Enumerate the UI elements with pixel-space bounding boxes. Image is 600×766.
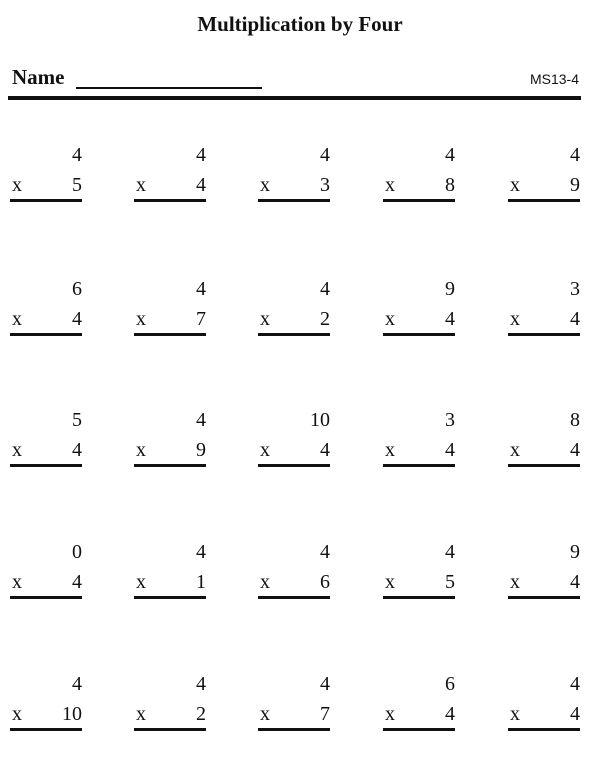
times-sign: x <box>510 703 520 725</box>
multiplier: 4 <box>320 439 330 461</box>
answer-line <box>134 464 206 467</box>
multiplier: 4 <box>72 308 82 330</box>
problem-r3-c5 <box>508 409 580 473</box>
times-sign: x <box>260 174 270 196</box>
problem-r5-c2 <box>134 673 206 737</box>
problem-r4-c1 <box>10 541 82 605</box>
times-sign: x <box>260 571 270 593</box>
times-sign: x <box>385 174 395 196</box>
times-sign: x <box>136 308 146 330</box>
multiplicand: 0 <box>72 541 82 563</box>
multiplicand: 4 <box>196 541 206 563</box>
multiplicand: 4 <box>320 673 330 695</box>
times-sign: x <box>136 174 146 196</box>
multiplier: 3 <box>320 174 330 196</box>
times-sign: x <box>510 308 520 330</box>
times-sign: x <box>260 439 270 461</box>
multiplicand: 9 <box>570 541 580 563</box>
problem-r1-c5 <box>508 144 580 208</box>
problem-r5-c4 <box>383 673 455 737</box>
times-sign: x <box>136 571 146 593</box>
problem-r3-c3 <box>258 409 330 473</box>
problem-r3-c2 <box>134 409 206 473</box>
multiplicand: 3 <box>445 409 455 431</box>
answer-line <box>10 333 82 336</box>
multiplicand: 4 <box>196 278 206 300</box>
problem-r2-c3 <box>258 278 330 342</box>
answer-line <box>508 728 580 731</box>
answer-line <box>508 333 580 336</box>
multiplier: 6 <box>320 571 330 593</box>
times-sign: x <box>12 703 22 725</box>
times-sign: x <box>12 571 22 593</box>
multiplier: 10 <box>62 703 82 725</box>
multiplier: 8 <box>445 174 455 196</box>
problem-r1-c4 <box>383 144 455 208</box>
multiplicand: 8 <box>570 409 580 431</box>
problem-r3-c4 <box>383 409 455 473</box>
problem-r1-c2 <box>134 144 206 208</box>
problem-r2-c2 <box>134 278 206 342</box>
multiplier: 4 <box>196 174 206 196</box>
multiplier: 5 <box>72 174 82 196</box>
multiplicand: 4 <box>445 144 455 166</box>
problem-r4-c3 <box>258 541 330 605</box>
answer-line <box>508 596 580 599</box>
answer-line <box>134 728 206 731</box>
multiplicand: 4 <box>570 144 580 166</box>
answer-line <box>258 728 330 731</box>
answer-line <box>383 464 455 467</box>
worksheet-title: Multiplication by Four <box>197 12 403 36</box>
answer-line <box>258 596 330 599</box>
multiplicand: 3 <box>570 278 580 300</box>
times-sign: x <box>12 439 22 461</box>
times-sign: x <box>12 308 22 330</box>
multiplicand: 4 <box>320 278 330 300</box>
multiplicand: 6 <box>72 278 82 300</box>
answer-line <box>383 333 455 336</box>
problem-r2-c4 <box>383 278 455 342</box>
multiplicand: 9 <box>445 278 455 300</box>
multiplier: 4 <box>570 439 580 461</box>
times-sign: x <box>136 703 146 725</box>
problem-r1-c3 <box>258 144 330 208</box>
times-sign: x <box>260 703 270 725</box>
answer-line <box>134 333 206 336</box>
answer-line <box>134 199 206 202</box>
multiplier: 4 <box>445 703 455 725</box>
multiplier: 4 <box>570 703 580 725</box>
answer-line <box>508 199 580 202</box>
times-sign: x <box>385 703 395 725</box>
answer-line <box>383 596 455 599</box>
multiplicand: 4 <box>196 409 206 431</box>
answer-line <box>10 596 82 599</box>
times-sign: x <box>385 308 395 330</box>
header-rule <box>8 96 581 100</box>
multiplier: 4 <box>445 439 455 461</box>
multiplicand: 6 <box>445 673 455 695</box>
problem-r2-c5 <box>508 278 580 342</box>
problem-r4-c2 <box>134 541 206 605</box>
multiplicand: 5 <box>72 409 82 431</box>
answer-line <box>508 464 580 467</box>
times-sign: x <box>385 439 395 461</box>
multiplier: 2 <box>320 308 330 330</box>
worksheet-code: MS13-4 <box>529 71 579 87</box>
answer-line <box>258 333 330 336</box>
multiplier: 2 <box>196 703 206 725</box>
times-sign: x <box>385 571 395 593</box>
answer-line <box>10 199 82 202</box>
times-sign: x <box>136 439 146 461</box>
multiplier: 4 <box>570 571 580 593</box>
problem-r4-c4 <box>383 541 455 605</box>
multiplicand: 4 <box>445 541 455 563</box>
times-sign: x <box>510 571 520 593</box>
multiplicand: 4 <box>72 144 82 166</box>
answer-line <box>10 728 82 731</box>
answer-line <box>258 199 330 202</box>
answer-line <box>134 596 206 599</box>
multiplicand: 4 <box>320 144 330 166</box>
multiplier: 9 <box>570 174 580 196</box>
times-sign: x <box>12 174 22 196</box>
answer-line <box>383 199 455 202</box>
problem-r5-c3 <box>258 673 330 737</box>
answer-line <box>258 464 330 467</box>
multiplier: 7 <box>320 703 330 725</box>
multiplicand: 4 <box>196 673 206 695</box>
multiplier: 9 <box>196 439 206 461</box>
times-sign: x <box>510 439 520 461</box>
multiplicand: 4 <box>320 541 330 563</box>
multiplier: 4 <box>445 308 455 330</box>
problem-r4-c5 <box>508 541 580 605</box>
multiplier: 1 <box>196 571 206 593</box>
name-label: Name <box>12 65 65 89</box>
multiplier: 4 <box>72 571 82 593</box>
problem-r1-c1 <box>10 144 82 208</box>
times-sign: x <box>260 308 270 330</box>
problem-r5-c1 <box>10 673 82 737</box>
multiplicand: 4 <box>570 673 580 695</box>
times-sign: x <box>510 174 520 196</box>
problem-r3-c1 <box>10 409 82 473</box>
multiplier: 5 <box>445 571 455 593</box>
multiplicand: 4 <box>196 144 206 166</box>
multiplicand: 10 <box>310 409 330 431</box>
multiplier: 4 <box>570 308 580 330</box>
multiplier: 7 <box>196 308 206 330</box>
multiplicand: 4 <box>72 673 82 695</box>
answer-line <box>10 464 82 467</box>
problem-r2-c1 <box>10 278 82 342</box>
multiplier: 4 <box>72 439 82 461</box>
problem-r5-c5 <box>508 673 580 737</box>
name-underline <box>76 87 262 89</box>
answer-line <box>383 728 455 731</box>
